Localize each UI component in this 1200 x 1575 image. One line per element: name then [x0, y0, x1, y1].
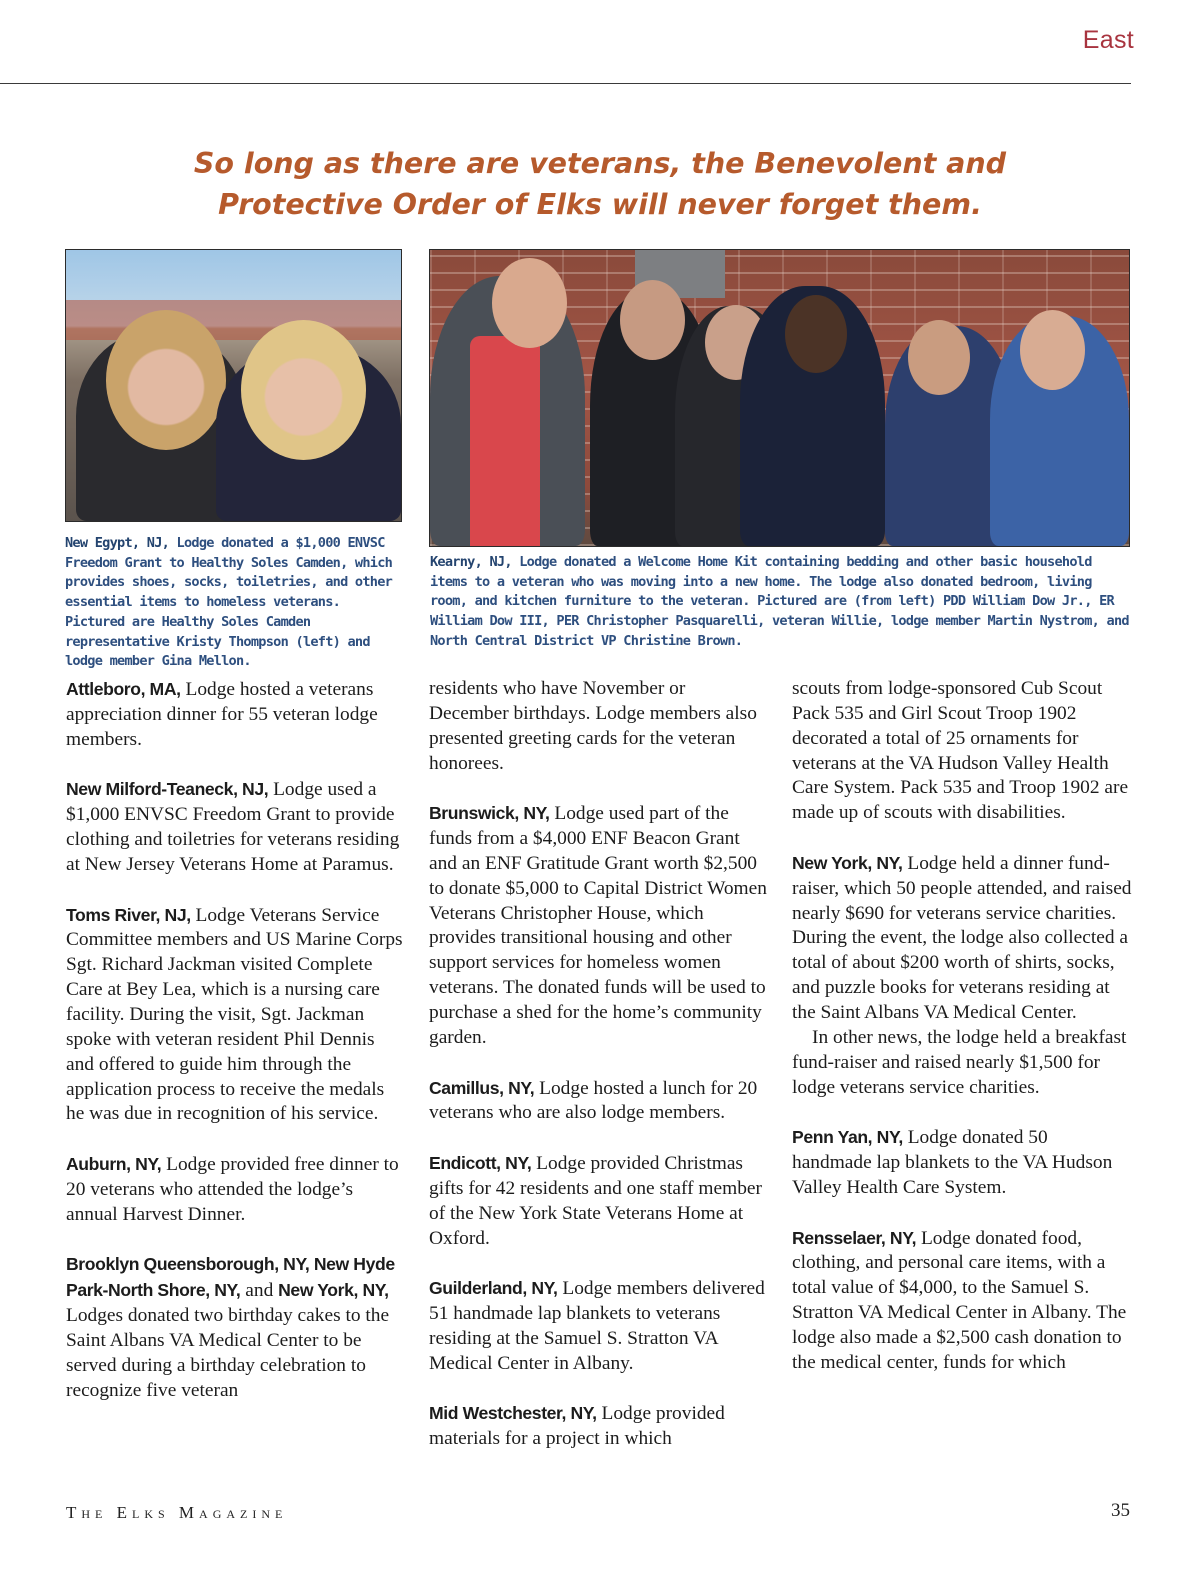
entry-new-milford-teaneck	[66, 777, 406, 877]
entry-lead: Mid Westchester, NY,	[429, 1403, 597, 1424]
entry-guilderland	[429, 1276, 769, 1376]
entry-text: Lodge Veterans Service Committee members and US Marine Corps Sgt. Richard Jackman visited Complete Care at Bey Lea, which is a nursing care facility. During the visit, Sgt. Jackman spoke with veteran resident Phil Dennis and offered to guide him through the application process to receive the medals he was due in recognition of his service.	[66, 904, 403, 1125]
entry-mid-westchester	[429, 1401, 769, 1452]
entry-text: scouts from lodge-sponsored Cub Scout Pack 535 and Girl Scout Troop 1902 decorated a total of 25 ornaments for veterans at the VA Hudson Valley Health Care System. Pack 535 and Troop 1902 are made up of scouts with disabilities.	[792, 678, 1129, 824]
entry-text: Lodge donated 50 handmade lap blankets to the VA Hudson Valley Health Care System.	[792, 1127, 1113, 1198]
caption-place: New Egypt, NJ,	[65, 535, 170, 551]
entry-text: Lodge hosted a lunch for 20 veterans who are also lodge members.	[429, 1077, 758, 1124]
entry-lead: Attleboro, MA,	[66, 679, 181, 699]
entry-lead: Brooklyn Queensborough, NY, New Hyde Park-North Shore, NY,	[66, 1254, 395, 1301]
entry-lead: Rensselaer, NY,	[792, 1227, 917, 1248]
entry-lead: New York, NY,	[278, 1280, 389, 1301]
entry-camillus	[429, 1076, 769, 1127]
caption-new-egypt	[65, 534, 405, 672]
headline-line-1: So long as there are veterans, the Benevolent and	[193, 147, 1007, 180]
entry-text: and	[240, 1280, 279, 1302]
entry-text: Lodge donated food, clothing, and personal care items, with a total value of $4,000, to the Samuel S. Stratton VA Medical Center in Albany. The lodge also made a $2,500 cash donation to the medical center, funds for which	[792, 1227, 1127, 1373]
entry-lead: New York, NY,	[792, 852, 903, 873]
entry-new-york	[792, 851, 1132, 1026]
entry-text: residents who have November or December birthdays. Lodge members also presented greeting cards for the veteran honorees.	[429, 678, 757, 774]
entry-lead: Toms River, NJ,	[66, 904, 191, 925]
entry-text: Lodges donated two birthday cakes to the Saint Albans VA Medical Center to be served during a birthday celebration to recognize five veteran	[66, 1305, 390, 1401]
entry-text: Lodge used part of the funds from a $4,000 ENF Beacon Grant and an ENF Gratitude Grant worth $2,500 to donate $5,000 to Capital District Women Veterans Christopher House, which provides transitional housing and other support services for homeless women veterans. The donated funds will be used to purchase a shed for the home’s community garden.	[429, 803, 767, 1048]
entry-auburn	[66, 1152, 406, 1228]
entry-continued	[429, 677, 769, 776]
entry-text: Lodge provided free dinner to 20 veterans who attended the lodge’s annual Harvest Dinner.	[66, 1154, 399, 1225]
magazine-title: The Elks Magazine	[66, 1503, 288, 1522]
entry-text: Lodge used a $1,000 ENVSC Freedom Grant to provide clothing and toiletries for veterans residing at New Jersey Veterans Home at Paramus.	[66, 779, 400, 875]
headline	[130, 143, 1070, 225]
section-label: East	[1082, 26, 1134, 54]
entry-text: Lodge provided Christmas gifts for 42 residents and one staff member of the New York State Veterans Home at Oxford.	[429, 1153, 762, 1249]
photo-kearny	[429, 249, 1130, 547]
header-rule	[0, 83, 1131, 84]
entry-text: Lodge hosted a veterans appreciation dinner for 55 veteran lodge members.	[66, 679, 378, 750]
caption-text: Lodge donated a $1,000 ENVSC Freedom Grant to Healthy Soles Camden, which provides shoes, socks, toiletries, and other essential items to homeless veterans. Pictured are Healthy Soles Camden representative Kristy Thompson (left) and lodge member Gina Mellon.	[65, 535, 393, 670]
entry-text: Lodge held a dinner fund-raiser, which 50 people attended, and raised nearly $690 for veterans service charities. During the event, the lodge also collected a total of about $200 worth of shirts, socks, and puzzle books for veterans residing at the Saint Albans VA Medical Center.	[792, 852, 1132, 1023]
entry-text: Lodge members delivered 51 handmade lap blankets to veterans residing at the Samuel S. Stratton VA Medical Center in Albany.	[429, 1278, 765, 1374]
entry-rensselaer	[792, 1226, 1132, 1376]
entry-lead: Penn Yan, NY,	[792, 1127, 903, 1148]
entry-lead: Endicott, NY,	[429, 1153, 532, 1174]
headline-line-2: Protective Order of Elks will never forget them.	[218, 188, 982, 221]
entry-lead: Guilderland, NY,	[429, 1278, 558, 1299]
entry-penn-yan	[792, 1125, 1132, 1201]
entry-text: In other news, the lodge held a breakfast fund-raiser and raised nearly $1,500 for lodge veterans service charities.	[792, 1026, 1127, 1098]
entry-lead: Brunswick, NY,	[429, 803, 550, 824]
entry-endicott	[429, 1151, 769, 1251]
photo-new-egypt	[65, 249, 402, 522]
entry-lead: Camillus, NY,	[429, 1077, 535, 1098]
article-column-2	[429, 677, 769, 1452]
entry-lead: New Milford-Teaneck, NJ,	[66, 779, 269, 800]
article-column-3	[792, 677, 1132, 1376]
article-column-1	[66, 677, 406, 1403]
entry-toms-river	[66, 903, 406, 1128]
entry-text: Lodge provided materials for a project in which	[429, 1403, 725, 1450]
entry-attleboro	[66, 677, 406, 753]
caption-place: Kearny, NJ,	[430, 554, 512, 570]
entry-new-york-continued	[792, 1026, 1132, 1101]
entry-continued	[792, 677, 1132, 826]
entry-brooklyn-queensborough	[66, 1252, 406, 1403]
entry-lead: Auburn, NY,	[66, 1154, 162, 1175]
caption-kearny	[430, 553, 1130, 652]
entry-brunswick	[429, 801, 769, 1050]
caption-text: Lodge donated a Welcome Home Kit containing bedding and other basic household items to a veteran who was moving into a new home. The lodge also donated bedroom, living room, and kitchen furniture to the veteran. Pictured are (from left) PDD William Dow Jr., ER William Dow III, PER Christopher Pasquarelli, veteran Willie, lodge member Martin Nystrom, and North Central District VP Christine Brown.	[430, 554, 1129, 649]
page-number: 35	[1111, 1500, 1130, 1521]
